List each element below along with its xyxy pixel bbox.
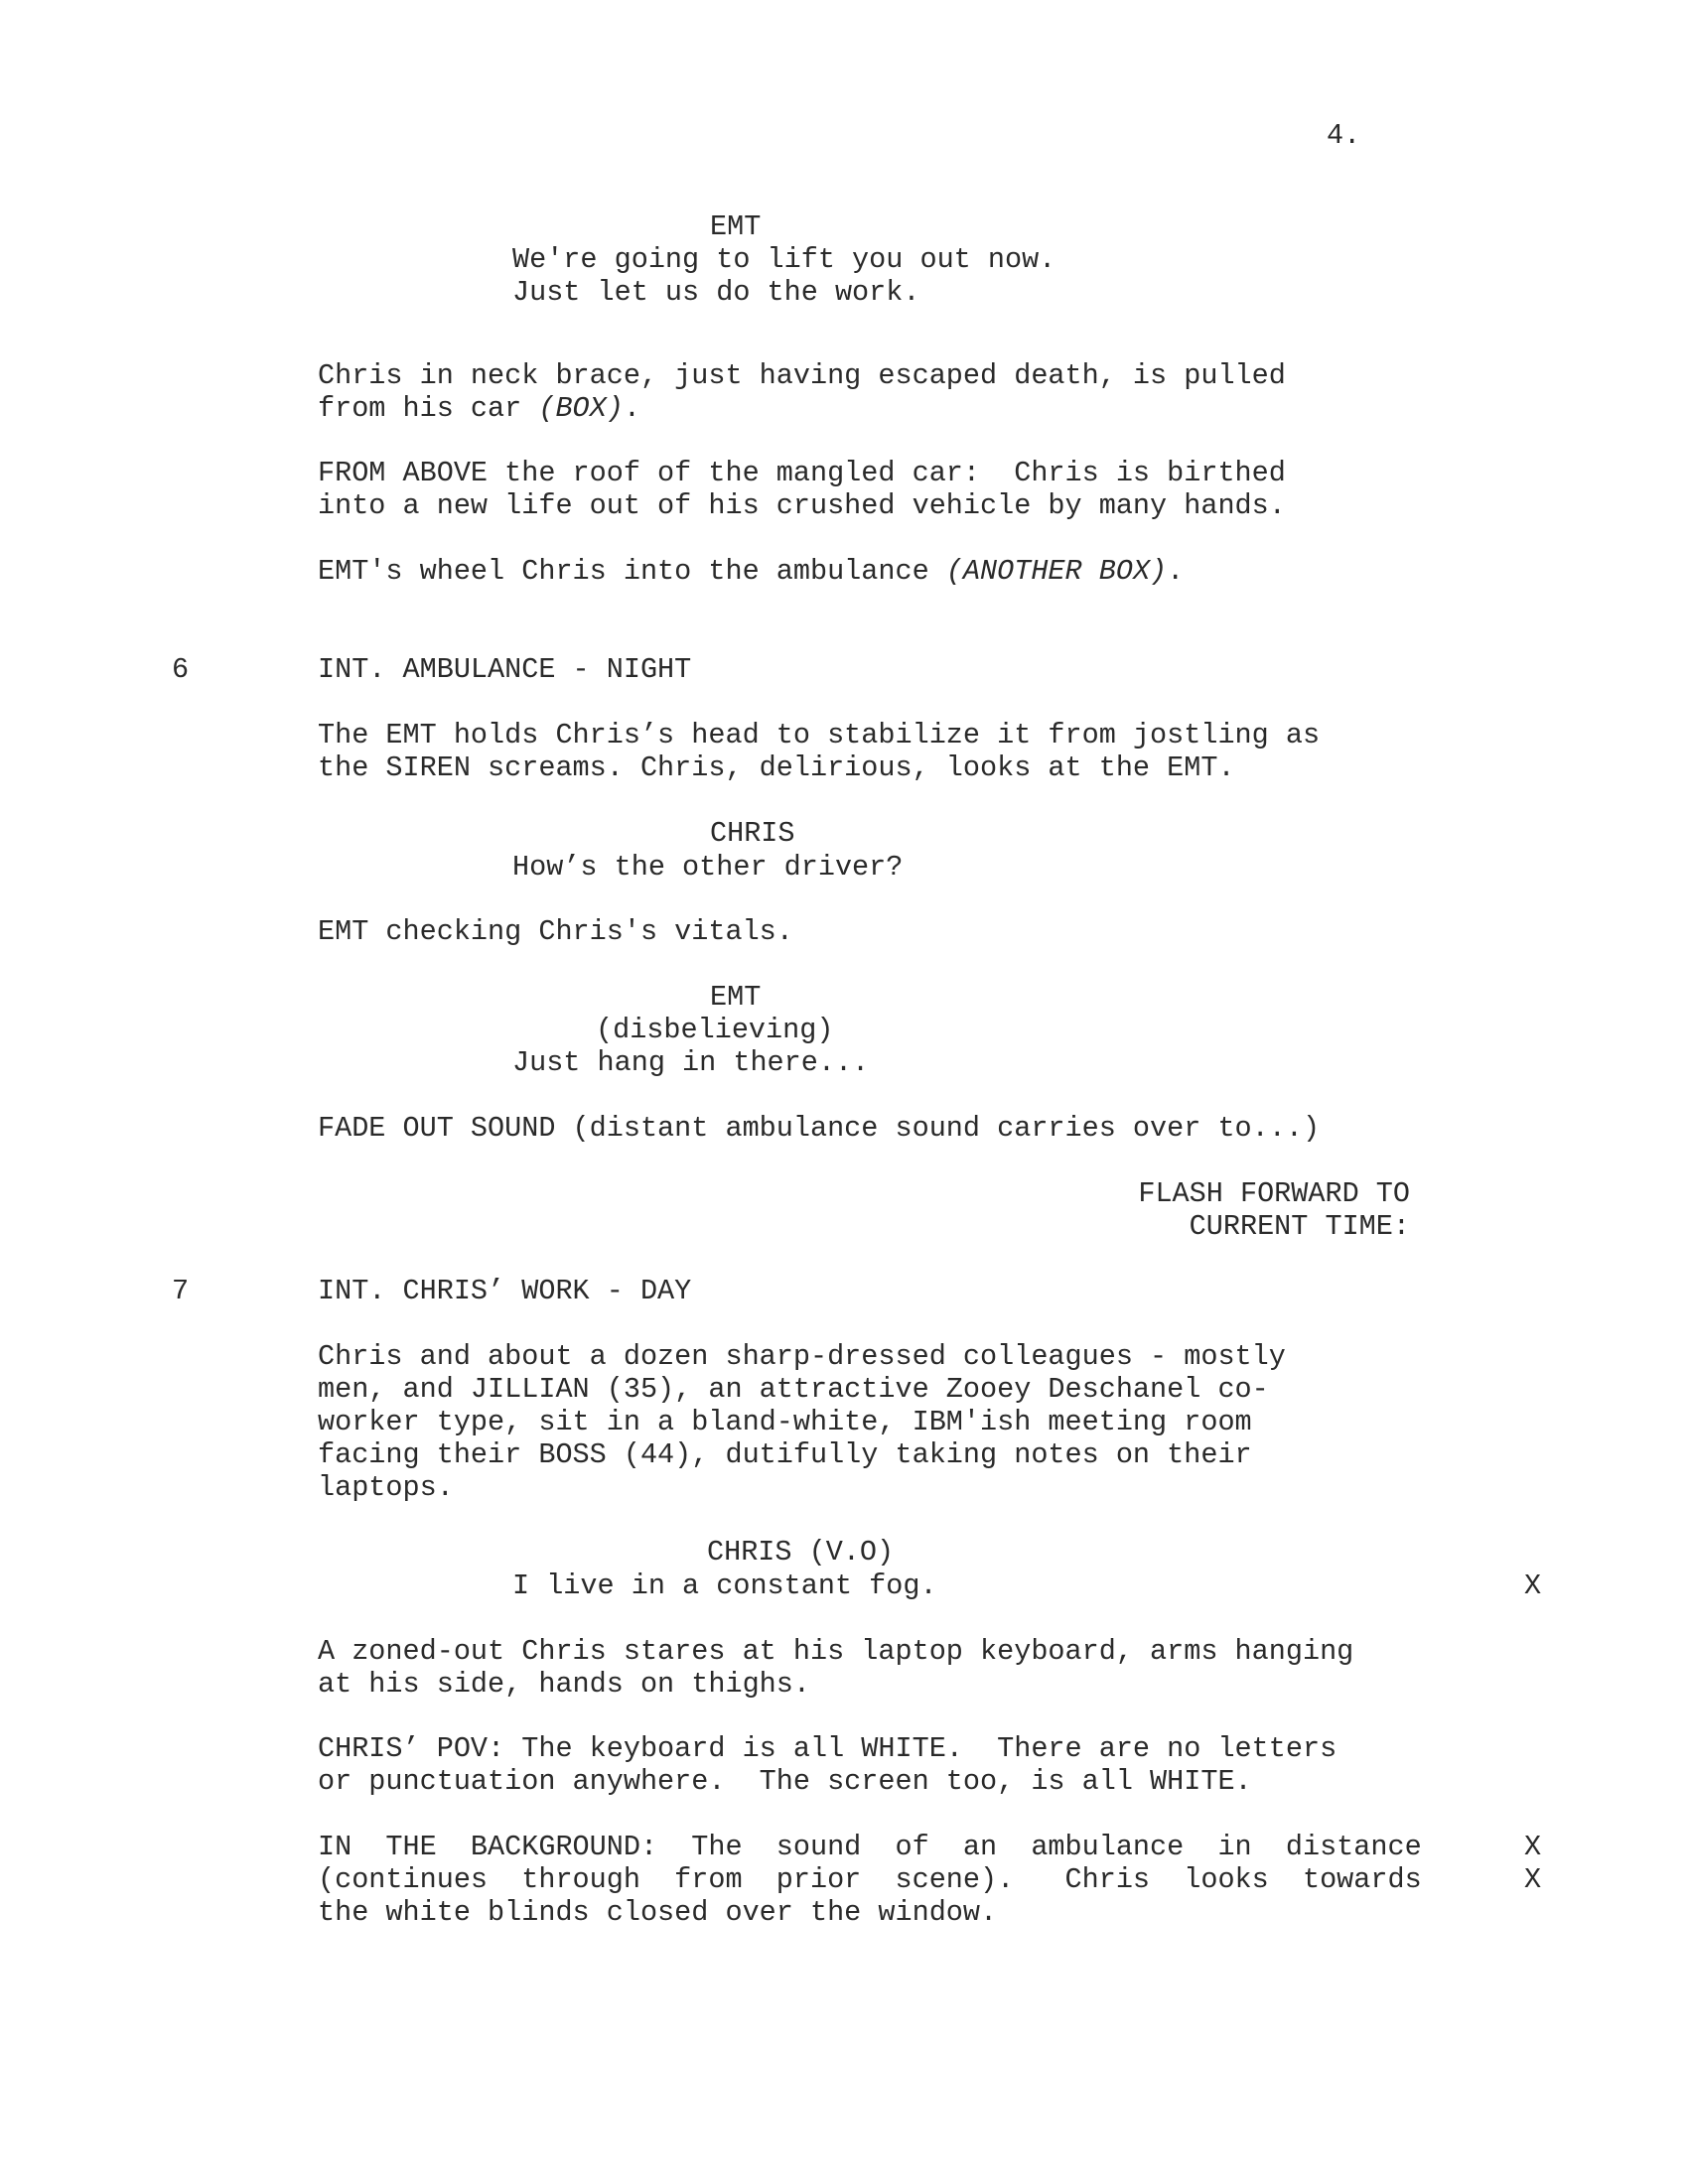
action-line: the SIREN screams. Chris, delirious, looks at the EMT. (318, 751, 1235, 784)
parenthetical-line: (disbelieving) (596, 1014, 834, 1046)
revision-mark: X (1524, 1831, 1542, 1863)
dialogue-line: Just hang in there... (512, 1046, 870, 1079)
character-line: EMT (710, 981, 762, 1014)
action-line: EMT checking Chris's vitals. (318, 915, 793, 948)
dialogue-line: We're going to lift you out now. (512, 243, 1056, 276)
action-line: FROM ABOVE the roof of the mangled car: Chris is birthed (318, 457, 1286, 489)
action-line: CHRIS’ POV: The keyboard is all WHITE. There are no letters (318, 1732, 1337, 1765)
action-line: EMT's wheel Chris into the ambulance (ANOTHER BOX). (318, 555, 1185, 588)
dialogue-line: How’s the other driver? (512, 851, 904, 884)
punctuation: . (623, 392, 640, 425)
action-line: Chris in neck brace, just having escaped death, is pulled (318, 359, 1286, 392)
dialogue-line: I live in a constant fog. (512, 1570, 937, 1602)
scene-number: 7 (172, 1275, 190, 1307)
action-line: IN THE BACKGROUND: The sound of an ambulance in distance (318, 1831, 1422, 1863)
scene-heading-line: INT. CHRIS’ WORK - DAY (318, 1275, 692, 1307)
dialogue-line: Just let us do the work. (512, 276, 920, 309)
transition-line: FLASH FORWARD TO (1138, 1177, 1410, 1210)
punctuation: . (1167, 555, 1185, 588)
action-line: men, and JILLIAN (35), an attractive Zooey Deschanel co- (318, 1373, 1269, 1406)
revision-mark: X (1524, 1570, 1542, 1602)
character-line: CHRIS (710, 817, 795, 850)
action-line: laptops. (318, 1471, 454, 1504)
revision-mark: X (1524, 1863, 1542, 1896)
italic-note: (ANOTHER BOX) (945, 555, 1168, 588)
action-line: or punctuation anywhere. The screen too, is all WHITE. (318, 1765, 1252, 1798)
scene-heading-line: INT. AMBULANCE - NIGHT (318, 653, 692, 686)
action-line: The EMT holds Chris’s head to stabilize it from jostling as (318, 719, 1321, 751)
action-line: the white blinds closed over the window. (318, 1896, 998, 1929)
action-line: worker type, sit in a bland-white, IBM'ish meeting room (318, 1406, 1252, 1438)
page-number: 4. (1327, 119, 1361, 152)
action-line: from his car (BOX). (318, 392, 640, 425)
scene-number: 6 (172, 653, 190, 686)
action-line: at his side, hands on thighs. (318, 1668, 810, 1701)
action-line: FADE OUT SOUND (distant ambulance sound carries over to...) (318, 1112, 1321, 1145)
action-line: facing their BOSS (44), dutifully taking notes on their (318, 1438, 1252, 1471)
italic-note: (BOX) (538, 392, 624, 425)
action-line: A zoned-out Chris stares at his laptop keyboard, arms hanging (318, 1635, 1354, 1668)
character-line: CHRIS (V.O) (707, 1536, 895, 1569)
character-line: EMT (710, 210, 762, 243)
transition-line: CURRENT TIME: (1189, 1210, 1410, 1243)
action-line: into a new life out of his crushed vehicle by many hands. (318, 489, 1286, 522)
action-line: (continues through from prior scene). Chris looks towards (318, 1863, 1422, 1896)
action-line: Chris and about a dozen sharp-dressed colleagues - mostly (318, 1340, 1286, 1373)
